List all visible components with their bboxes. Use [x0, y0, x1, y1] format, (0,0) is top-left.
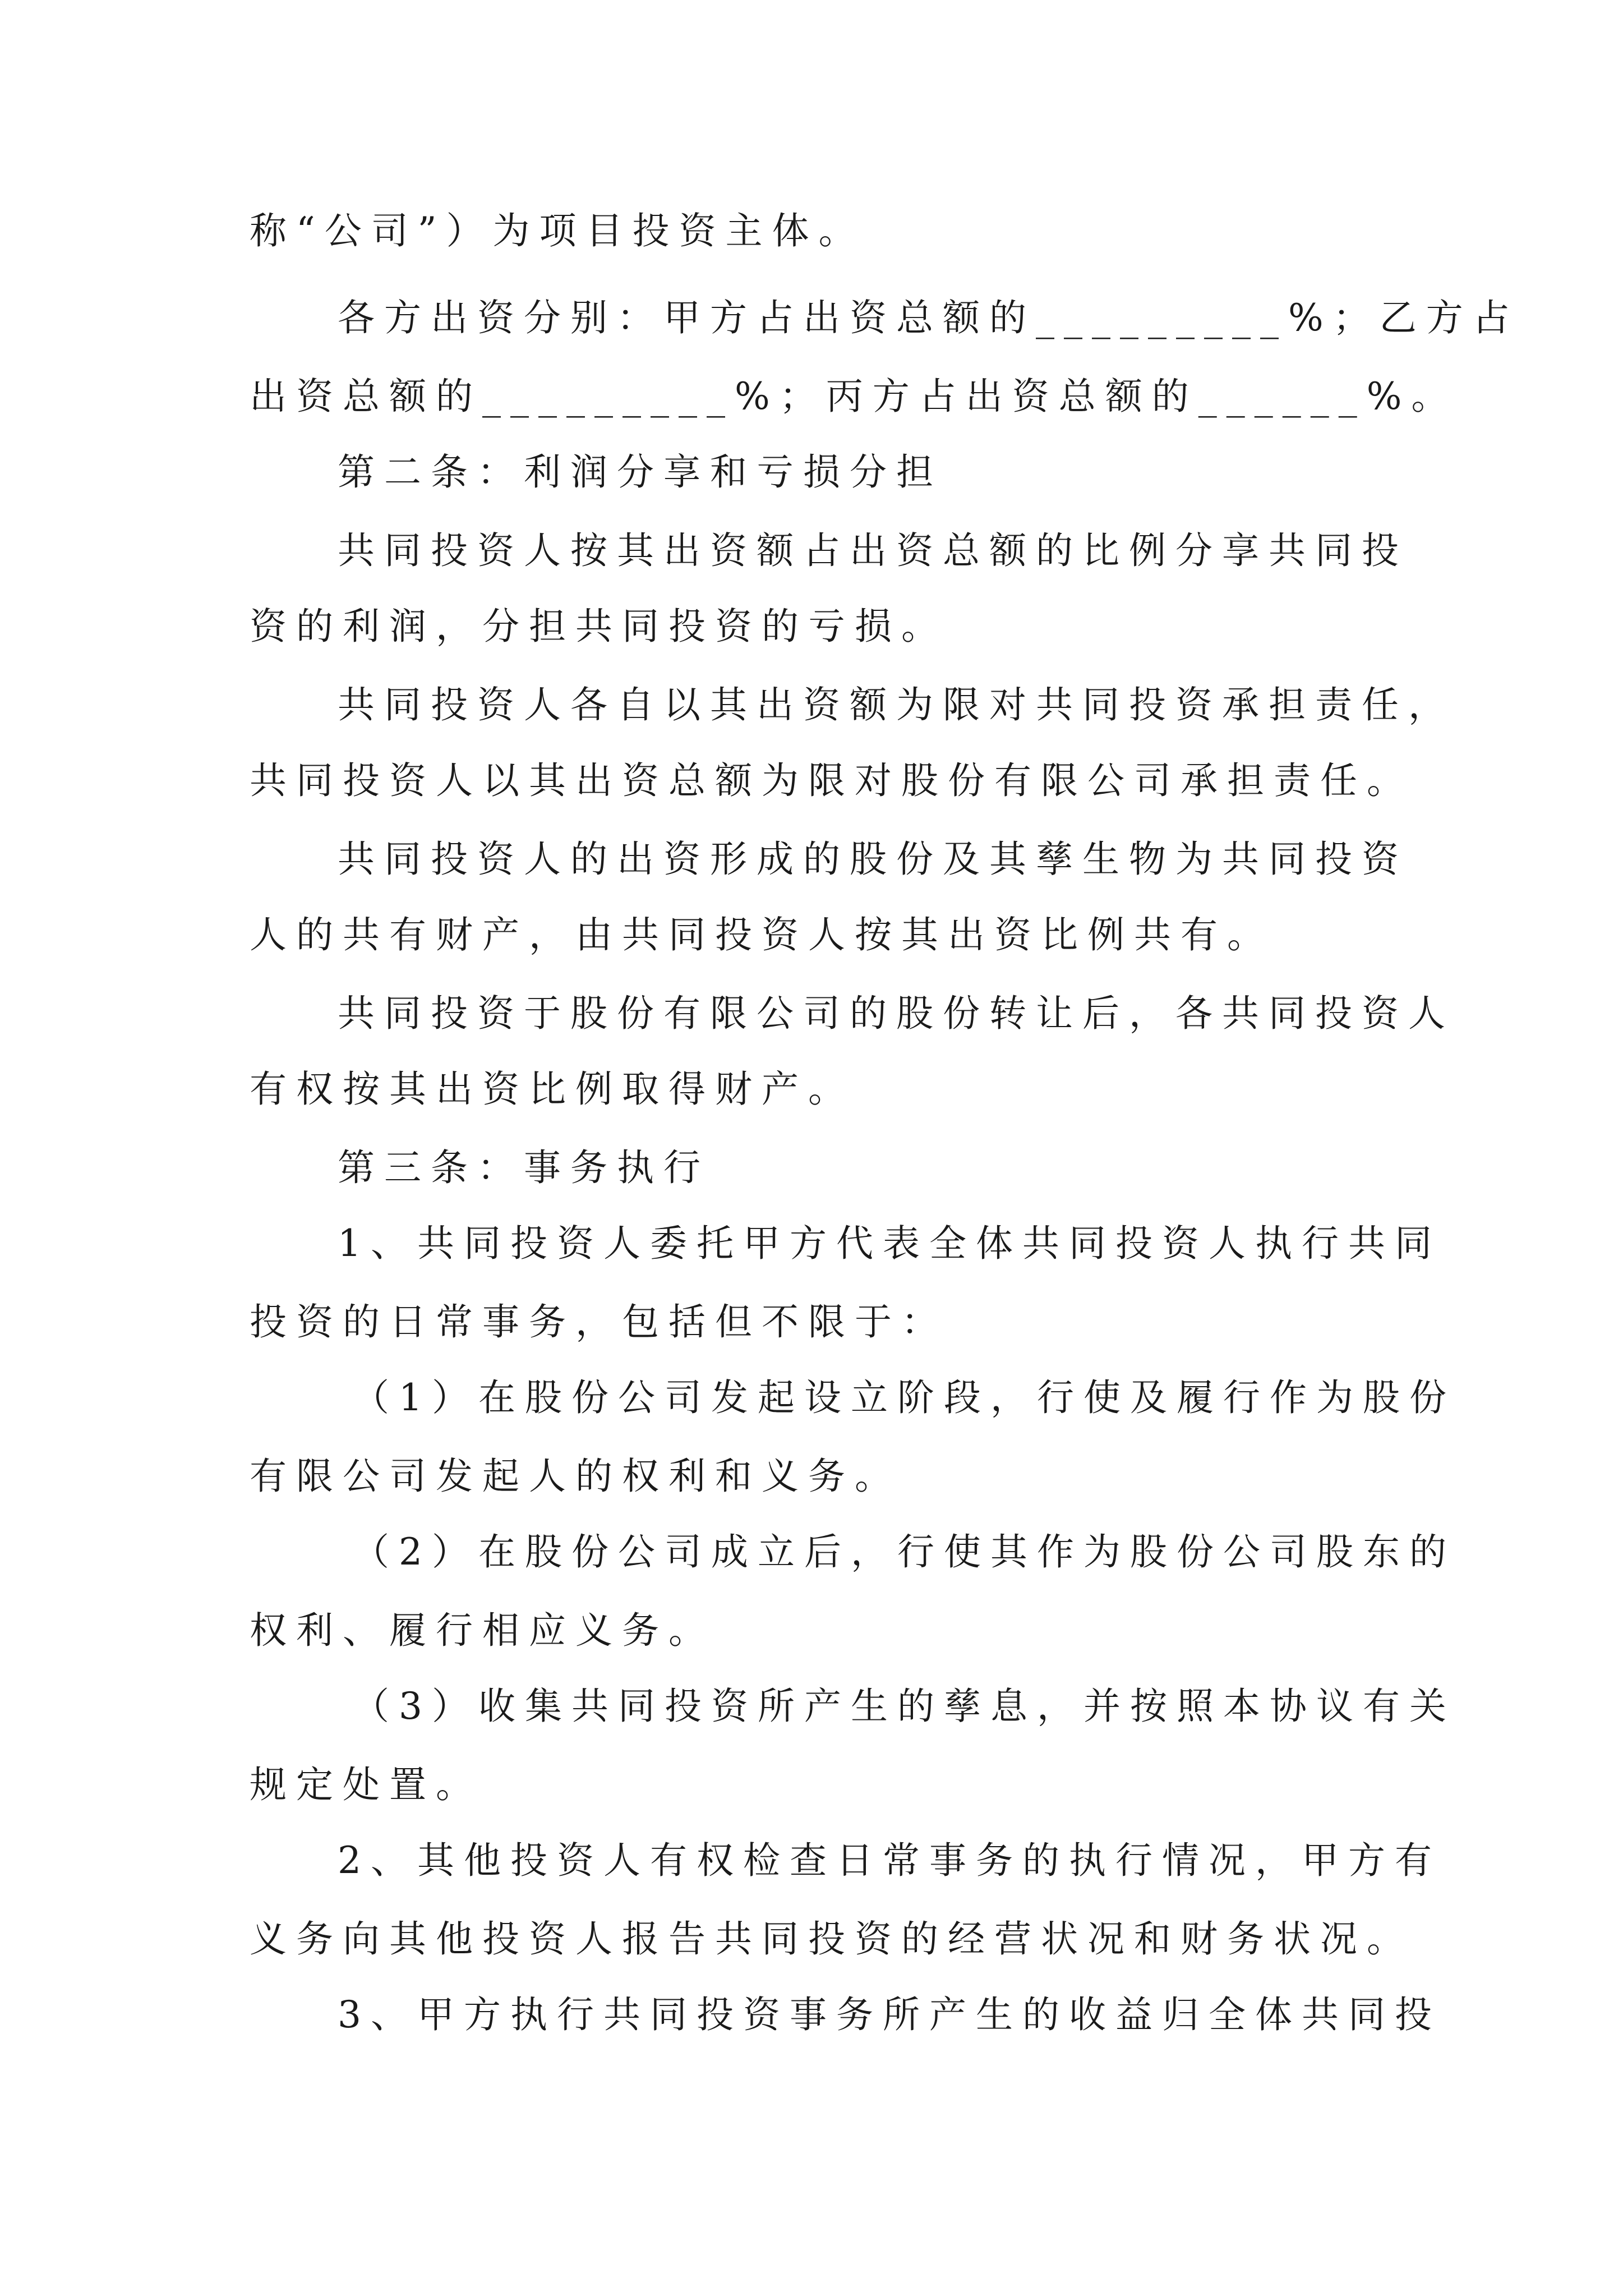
list-item: 3、甲方执行共同投资事务所产生的收益归全体共同投	[338, 1993, 1441, 2036]
text-line: 有权按其出资比例取得财产。	[250, 1068, 855, 1111]
text-line: 有限公司发起人的权利和义务。	[250, 1455, 901, 1498]
text-line: 共同投资人以其出资总额为限对股份有限公司承担责任。	[250, 759, 1413, 802]
text-line: 义务向其他投资人报告共同投资的经营状况和财务状况。	[250, 1917, 1413, 1961]
list-item: （2）在股份公司成立后，行使其作为股份公司股东的	[352, 1530, 1456, 1573]
paragraph-line: 共同投资人各自以其出资额为限对共同投资承担责任，	[338, 683, 1455, 726]
text-line: 称“公司”）为项目投资主体。	[250, 209, 865, 252]
list-item: （3）收集共同投资所产生的孳息，并按照本协议有关	[352, 1685, 1456, 1728]
paragraph-line: 共同投资于股份有限公司的股份转让后，各共同投资人	[338, 992, 1455, 1035]
list-item: 2、其他投资人有权检查日常事务的执行情况，甲方有	[338, 1839, 1441, 1882]
list-item: （1）在股份公司发起设立阶段，行使及履行作为股份	[352, 1376, 1456, 1419]
paragraph-line: 共同投资人的出资形成的股份及其孳生物为共同投资	[338, 838, 1408, 881]
text-line: 出资总额的_________%；丙方占出资总额的______%。	[250, 375, 1458, 418]
text-line: 资的利润，分担共同投资的亏损。	[250, 605, 948, 648]
text-line: 人的共有财产，由共同投资人按其出资比例共有。	[250, 913, 1274, 956]
section-heading: 第二条：利润分享和亏损分担	[338, 450, 943, 494]
text-line: 投资的日常事务，包括但不限于：	[250, 1300, 948, 1343]
paragraph-line: 各方出资分别：甲方占出资总额的_________%；乙方占	[338, 296, 1519, 339]
list-item: 1、共同投资人委托甲方代表全体共同投资人执行共同	[338, 1222, 1441, 1265]
text-line: 规定处置。	[250, 1763, 482, 1806]
text-line: 权利、履行相应义务。	[250, 1609, 715, 1652]
paragraph-line: 共同投资人按其出资额占出资总额的比例分享共同投	[338, 529, 1408, 572]
section-heading: 第三条：事务执行	[338, 1146, 710, 1189]
